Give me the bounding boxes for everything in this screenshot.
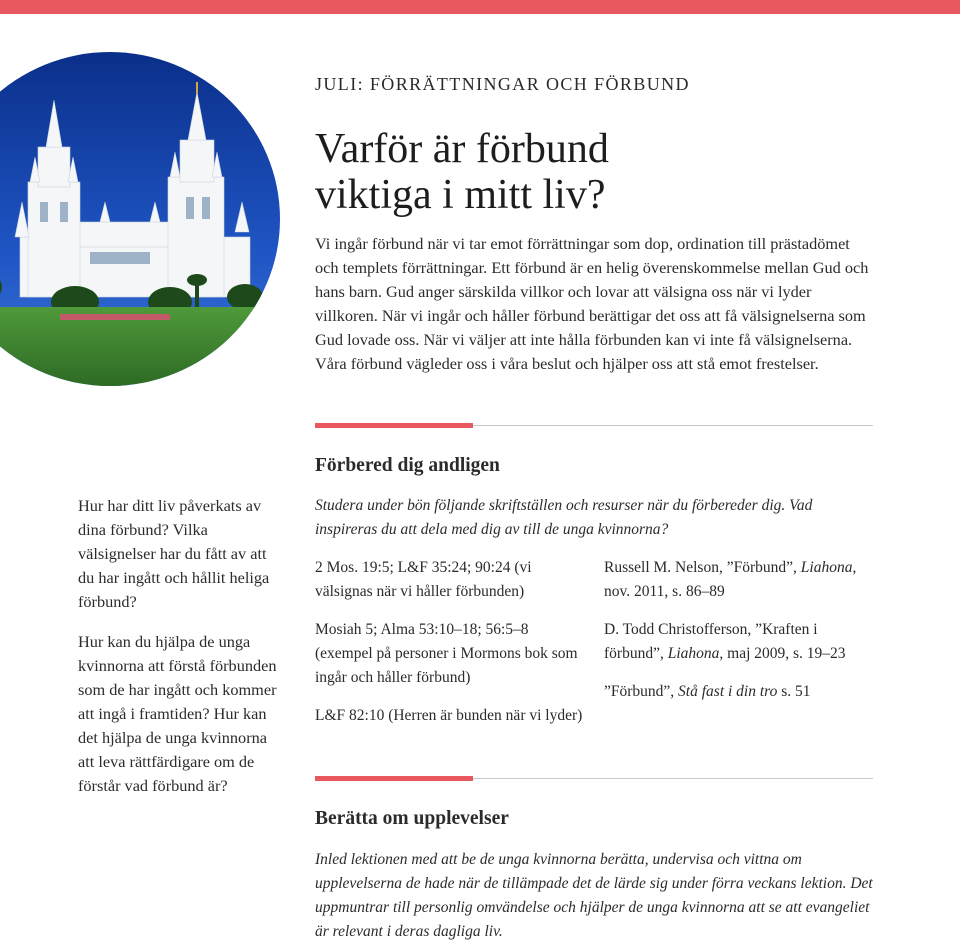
resource-ref: D. Todd Christofferson, ”Kraften i förbund”, Liahona, maj 2009, s. 19–23 (604, 621, 846, 662)
scripture-references (315, 556, 585, 742)
resource-ref: Russell M. Nelson, ”Förbund”, Liahona, nov. 2011, s. 86–89 (604, 559, 857, 600)
page-title (315, 126, 875, 218)
sidebar-questions (78, 494, 283, 814)
title-line-1: Varför är förbund (315, 126, 609, 172)
sidebar-question: Hur kan du hjälpa de unga kvinnorna att förstå förbunden som de har ingått och kommer att ingå i framtiden? Hur kan det hjälpa de unga kvinnorna att leva rättfärdigare om de förstår vad förbund är? (78, 632, 277, 795)
scripture-ref: 2 Mos. 19:5; L&F 35:24; 90:24 (vi välsignas när vi håller förbunden) (315, 559, 532, 600)
section-divider (315, 776, 873, 781)
top-accent-bar (0, 0, 960, 14)
title-line-2: viktiga i mitt liv? (315, 172, 606, 218)
prepare-heading: Förbered dig andligen (315, 455, 500, 476)
experiences-heading: Berätta om upplevelser (315, 808, 509, 829)
scripture-ref: Mosiah 5; Alma 53:10–18; 56:5–8 (exempel på personer i Mormons bok som ingår och håller förbund) (315, 621, 578, 686)
section-divider (315, 423, 873, 428)
scripture-ref: L&F 82:10 (Herren är bunden när vi lyder) (315, 707, 583, 724)
experiences-text: Inled lektionen med att be de unga kvinnorna berätta, undervisa och vittna om upplevelserna de hade när de tillämpade det de lärde sig under förra veckans lektion. Det uppmuntrar till personlig omvändelse och hjälper de unga kvinnorna att se att evangeliet är relevant i deras dagliga liv. (315, 851, 873, 940)
resource-ref: ”Förbund”, Stå fast i din tro s. 51 (604, 683, 811, 700)
prepare-instructions: Studera under bön följande skriftställen och resurser när du förbereder dig. Vad inspireras du att dela med dig av till de unga kvinnorna? (315, 497, 813, 538)
intro-paragraph: Vi ingår förbund när vi tar emot förrättningar som dop, ordination till prästadömet och templets förrättningar. Ett förbund är en helig överenskommelse mellan Gud och hans barn. Gud anger särskilda villkor och lovar att välsigna oss när vi lyder villkoren. När vi ingår och håller förbund berättigar det oss att få välsignelserna som Gud lovade oss. När vi väljer att inte hålla förbunden kan vi inte få välsignelserna. Våra förbund vägleder oss i våra beslut och hjälper oss att stå emot frestelser. (315, 234, 869, 373)
resource-references (604, 556, 874, 718)
sidebar-question: Hur har ditt liv påverkats av dina förbund? Vilka välsignelser har du fått av att du har ingått och hållit heliga förbund? (78, 496, 270, 611)
temple-photo (0, 52, 280, 386)
section-kicker: JULI: FÖRRÄTTNINGAR OCH FÖRBUND (315, 74, 690, 94)
